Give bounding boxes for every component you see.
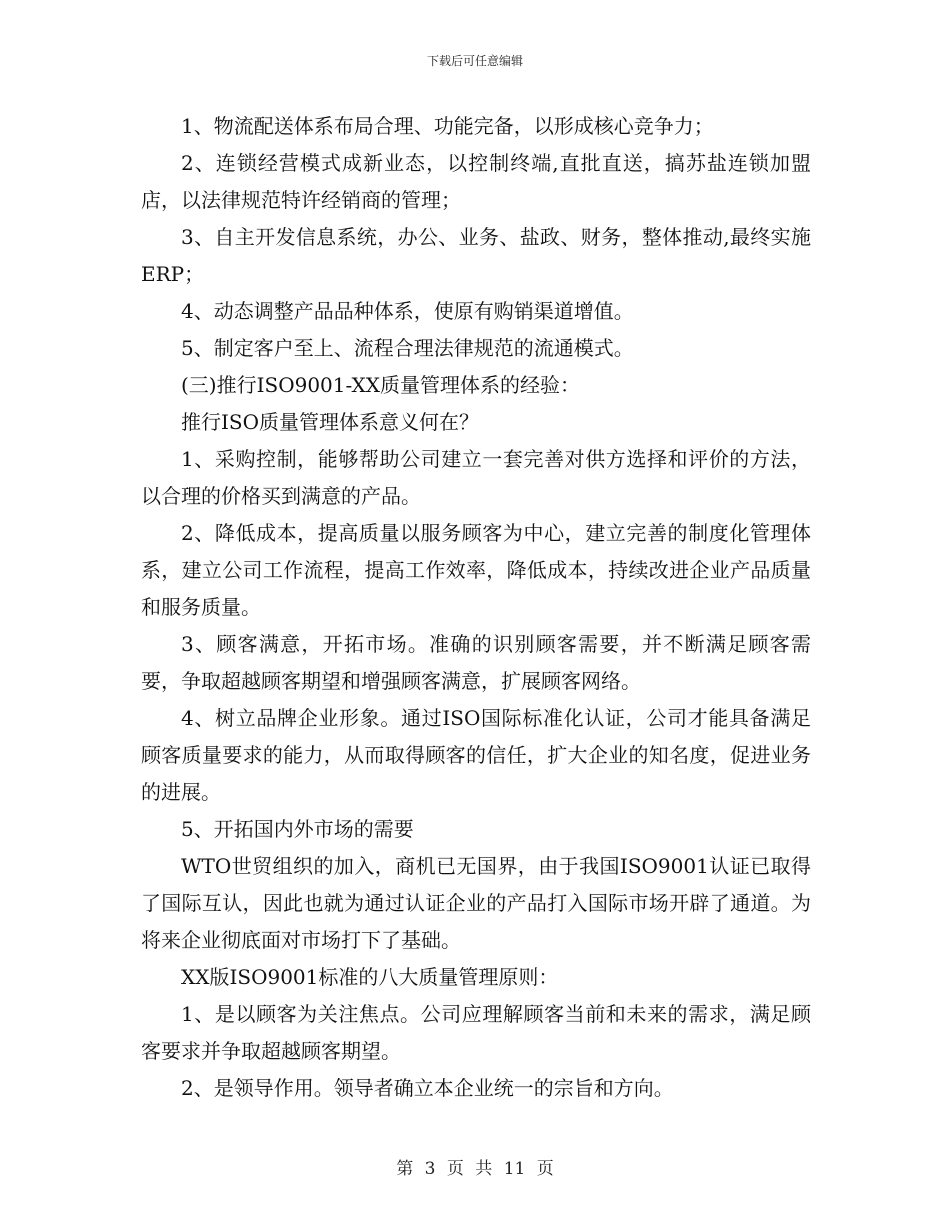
paragraph: WTO世贸组织的加入，商机已无国界，由于我国ISO9001认证已取得了国际互认，因此也就为通过认证企业的产品打入国际市场开辟了通道。为将来企业彻底面对市场打下了基础。 xyxy=(141,854,811,952)
paragraph: XX版ISO9001标准的八大质量管理原则： xyxy=(181,965,559,989)
document-body xyxy=(141,108,811,1107)
paragraph: 5、开拓国内外市场的需要 xyxy=(181,817,414,841)
paragraph: 2、是领导作用。领导者确立本企业统一的宗旨和方向。 xyxy=(181,1076,674,1100)
paragraph: 推行ISO质量管理体系意义何在？ xyxy=(181,410,479,434)
paragraph: 4、树立品牌企业形象。通过ISO国际标准化认证，公司才能具备满足顾客质量要求的能力，从而取得顾客的信任，扩大企业的知名度，促进业务的进展。 xyxy=(141,706,811,804)
paragraph: 2、降低成本，提高质量以服务顾客为中心，建立完善的制度化管理体系，建立公司工作流程，提高工作效率，降低成本，持续改进企业产品质量和服务质量。 xyxy=(141,521,811,619)
paragraph: 2、连锁经营模式成新业态，以控制终端,直批直送，搞苏盐连锁加盟店，以法律规范特许经销商的管理； xyxy=(141,151,811,212)
paragraph: 5、制定客户至上、流程合理法律规范的流通模式。 xyxy=(181,336,634,360)
paragraph: 1、采购控制，能够帮助公司建立一套完善对供方选择和评价的方法，以合理的价格买到满意的产品。 xyxy=(141,447,811,508)
paragraph: 1、物流配送体系布局合理、功能完备，以形成核心竞争力； xyxy=(181,114,714,138)
page-header: 下载后可任意编辑 xyxy=(426,54,523,68)
paragraph: 3、自主开发信息系统，办公、业务、盐政、财务，整体推动,最终实施ERP； xyxy=(141,225,811,286)
paragraph: 1、是以顾客为关注焦点。公司应理解顾客当前和未来的需求，满足顾客要求并争取超越顾客期望。 xyxy=(141,1002,811,1063)
page-number-footer: 第 3 页 共 11 页 xyxy=(396,1159,554,1179)
paragraph: 3、顾客满意，开拓市场。准确的识别顾客需要，并不断满足顾客需要，争取超越顾客期望和增强顾客满意，扩展顾客网络。 xyxy=(141,632,811,693)
section-heading: (三)推行ISO9001-XX质量管理体系的经验： xyxy=(181,373,581,397)
paragraph: 4、动态调整产品品种体系，使原有购销渠道增值。 xyxy=(181,299,634,323)
